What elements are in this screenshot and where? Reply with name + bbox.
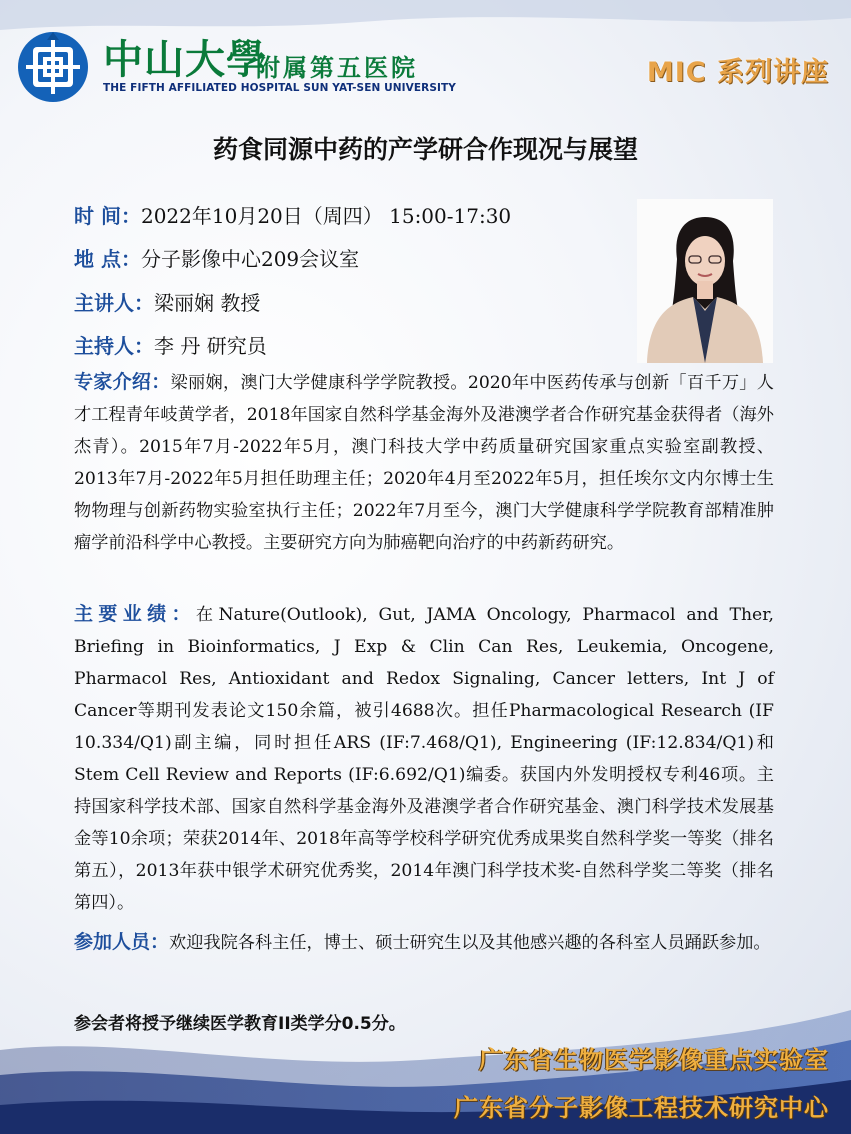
time-label: 时 间：: [74, 204, 141, 228]
place-label: 地 点：: [74, 247, 141, 271]
attendees-paragraph: [74, 926, 774, 959]
place-row: [74, 243, 359, 272]
speaker-portrait-icon: [637, 199, 773, 363]
expert-intro-label: 专家介绍：: [74, 371, 171, 393]
expert-intro-text: 梁丽娴，澳门大学健康科学学院教授。2020年中医药传承与创新「百千万」人才工程青年岐黄学者，2018年国家自然科学基金海外及港澳学者合作研究基金获得者（海外杰青）。2015年7月-2022年5月，澳门科技大学中药质量研究国家重点实验室副教授、2013年7月-2022年5月担任助理主任；2020年4月至2022年5月，担任埃尔文内尔博士生物物理与创新药物实验室执行主任；2022年7月至今，澳门大学健康科学学院教育部精准肿瘤学前沿科学中心教授。主要研究方向为肺癌靶向治疗的中药新药研究。: [74, 373, 774, 553]
host-label: 主持人：: [74, 334, 154, 358]
cme-credit-note: 参会者将授予继续医学教育II类学分0.5分。: [74, 1014, 406, 1034]
speaker-value: 梁丽娴 教授: [154, 291, 261, 315]
achievements-text: 在Nature(Outlook), Gut, JAMA Oncology, Pharmacol and Ther, Briefing in Bioinformatics, J Exp & Clin Can Res, Leukemia, Oncogene, Pharmacol Res, Antioxidant and Redox Signaling, Cancer letters, Int J of Cancer等期刊发表论文150余篇，被引4688次。担任Pharmacological Research (IF 10.334/Q1)副主编，同时担任ARS (IF:7.468/Q1), Engineering (IF:12.834/Q1)和Stem Cell Review and Reports (IF:6.692/Q1)编委。获国内外发明授权专利46项。主持国家科学技术部、国家自然科学基金海外及港澳学者合作研究基金、澳门科学技术发展基金等10余项；荣获2014年、2018年高等学校科学研究优秀成果奖自然科学奖一等奖（排名第五），2013年获中银学术研究优秀奖，2014年澳门科学技术奖-自然科学奖二等奖（排名第四）。: [74, 605, 774, 913]
lecture-series-label: MIC 系列讲座: [646, 57, 829, 88]
attendees-text: 欢迎我院各科主任，博士、硕士研究生以及其他感兴趣的各科室人员踊跃参加。: [169, 933, 771, 953]
speaker-photo: [637, 199, 773, 363]
achievements-paragraph: [74, 598, 774, 919]
attendees-label: 参加人员：: [74, 931, 170, 953]
speaker-row: [74, 287, 260, 316]
host-row: [74, 330, 267, 359]
achievements-label: 主要业绩：: [74, 603, 196, 625]
footer-lab-name-1: 广东省生物医学影像重点实验室: [479, 1046, 829, 1074]
hospital-name-en: THE FIFTH AFFILIATED HOSPITAL SUN YAT-SEN UNIVERSITY: [103, 82, 456, 94]
speaker-label: 主讲人：: [74, 291, 154, 315]
university-name-cn: 中山大學: [103, 36, 267, 83]
time-value: 2022年10月20日（周四） 15:00-17:30: [140, 204, 512, 228]
expert-intro-paragraph: [74, 366, 774, 559]
university-logo-icon: [16, 30, 90, 104]
place-value: 分子影像中心209会议室: [140, 247, 360, 271]
header: [0, 0, 851, 110]
time-row: [74, 200, 511, 229]
lecture-title: 药食同源中药的产学研合作现况与展望: [212, 135, 638, 164]
host-value: 李 丹 研究员: [154, 334, 267, 358]
footer-lab-name-2: 广东省分子影像工程技术研究中心: [454, 1094, 829, 1122]
hospital-name-cn: 附属第五医院: [256, 54, 418, 82]
